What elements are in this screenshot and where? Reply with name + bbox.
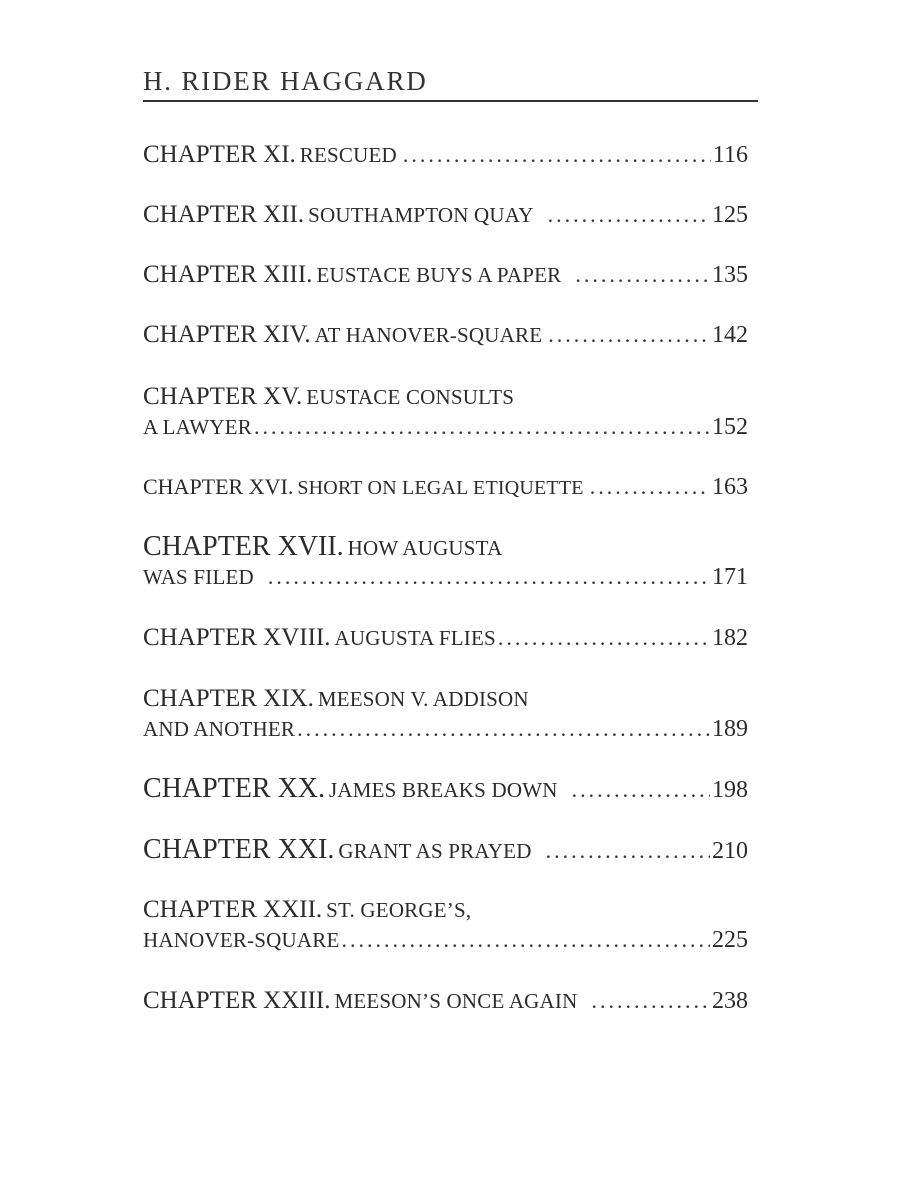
dot-leader xyxy=(297,714,710,744)
page-number: 152 xyxy=(712,414,748,440)
dot-leader xyxy=(575,260,710,290)
chapter-title-continued: HANOVER-SQUARE xyxy=(143,928,340,952)
dot-leader xyxy=(254,412,710,442)
page-number: 225 xyxy=(712,927,748,953)
toc-entry-xxi[interactable] xyxy=(143,835,748,865)
chapter-title: EUSTACE CONSULTS xyxy=(306,385,515,409)
dot-leader xyxy=(341,925,710,955)
chapter-title-continued: AND ANOTHER xyxy=(143,717,296,741)
chapter-title: ST. GEORGE’S, xyxy=(326,898,472,922)
chapter-title: MEESON’S ONCE AGAIN xyxy=(334,989,578,1013)
chapter-title: HOW AUGUSTA xyxy=(347,536,503,560)
toc-entry-xvi[interactable] xyxy=(143,472,748,502)
dot-leader xyxy=(546,836,710,865)
chapter-number: CHAPTER XX. xyxy=(143,774,326,804)
toc-entry-xi[interactable] xyxy=(143,140,748,170)
chapter-title: SHORT ON LEGAL ETIQUETTE xyxy=(297,477,584,499)
toc-entry-xix[interactable] xyxy=(143,684,748,744)
chapter-title: MEESON V. ADDISON xyxy=(317,687,529,711)
chapter-number: CHAPTER XV. xyxy=(143,383,303,410)
dot-leader xyxy=(591,986,710,1016)
chapter-title-continued: WAS FILED xyxy=(143,565,254,589)
page-number: 163 xyxy=(712,474,748,500)
toc-entry-xiii[interactable] xyxy=(143,260,748,290)
chapter-title: GRANT AS PRAYED xyxy=(338,839,532,863)
dot-leader xyxy=(498,623,710,653)
chapter-number: CHAPTER XVII. xyxy=(143,532,344,562)
page-number: 142 xyxy=(712,322,748,348)
chapter-number: CHAPTER XXII. xyxy=(143,896,323,923)
chapter-number: CHAPTER XI. xyxy=(143,141,296,168)
chapter-title: AUGUSTA FLIES xyxy=(334,626,496,650)
chapter-title: JAMES BREAKS DOWN xyxy=(329,778,558,802)
chapter-title: SOUTHAMPTON QUAY xyxy=(308,203,534,227)
dot-leader xyxy=(548,200,710,230)
page-number: 198 xyxy=(712,777,748,803)
chapter-number: CHAPTER XIV. xyxy=(143,321,311,348)
chapter-number: CHAPTER XXI. xyxy=(143,835,335,865)
chapter-number: CHAPTER XIII. xyxy=(143,261,313,288)
toc-entry-xvii[interactable] xyxy=(143,532,748,592)
header-rule xyxy=(143,100,758,102)
toc-entry-xxiii[interactable] xyxy=(143,986,748,1016)
dot-leader xyxy=(572,775,710,804)
chapter-number: CHAPTER XXIII. xyxy=(143,987,331,1014)
toc-entry-xii[interactable] xyxy=(143,200,748,230)
dot-leader xyxy=(548,320,710,350)
chapter-title: EUSTACE BUYS A PAPER xyxy=(316,263,562,287)
chapter-title: AT HANOVER-SQUARE xyxy=(314,323,543,347)
page-number: 135 xyxy=(712,262,748,288)
toc-entry-xviii[interactable] xyxy=(143,623,748,653)
toc-entry-xiv[interactable] xyxy=(143,320,748,350)
chapter-number: CHAPTER XIX. xyxy=(143,685,314,712)
chapter-number: CHAPTER XVI. xyxy=(143,474,294,499)
page-number: 182 xyxy=(712,625,748,651)
page-number: 238 xyxy=(712,988,748,1014)
chapter-title-continued: A LAWYER xyxy=(143,415,252,439)
toc-entry-xx[interactable] xyxy=(143,774,748,804)
page-number: 189 xyxy=(712,716,748,742)
dot-leader xyxy=(403,140,711,170)
chapter-number: CHAPTER XII. xyxy=(143,201,305,228)
running-head: H. RIDER HAGGARD xyxy=(143,66,428,96)
toc-entry-xxii[interactable] xyxy=(143,895,748,955)
page-number: 171 xyxy=(712,564,748,590)
chapter-title: RESCUED xyxy=(299,143,397,167)
page-number: 125 xyxy=(712,202,748,228)
page-number: 210 xyxy=(712,838,748,864)
page-number: 116 xyxy=(712,142,748,168)
dot-leader xyxy=(268,562,710,592)
dot-leader xyxy=(590,472,710,502)
toc-entry-xv[interactable] xyxy=(143,382,748,442)
chapter-number: CHAPTER XVIII. xyxy=(143,624,331,651)
